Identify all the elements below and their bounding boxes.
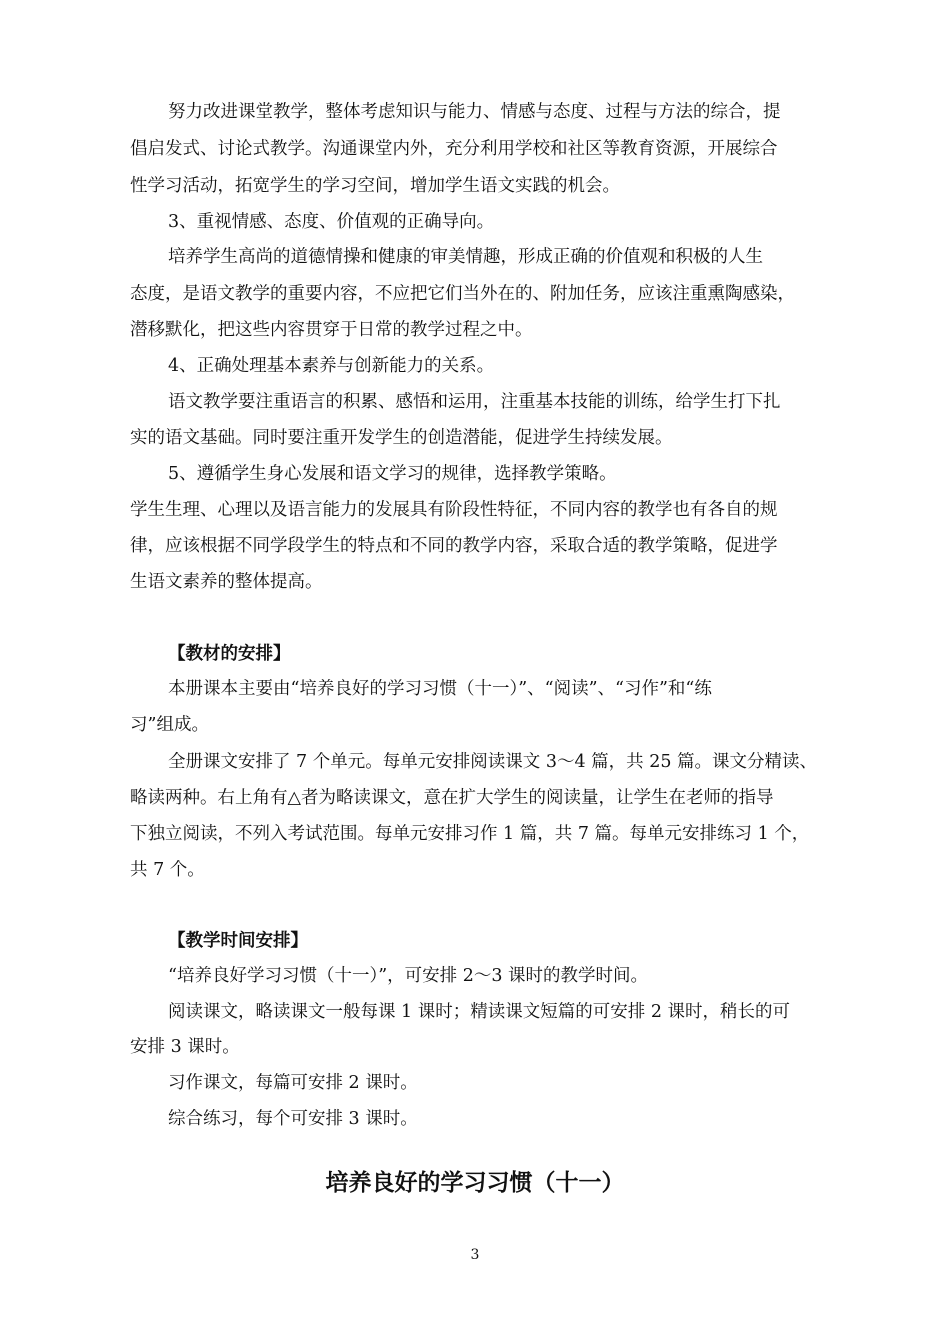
paragraph-line: 实的语文基础。同时要注重开发学生的创造潜能，促进学生持续发展。 [130, 428, 673, 448]
paragraph-line: 综合练习，每个可安排 3 课时。 [168, 1109, 418, 1129]
page-number: 3 [470, 1247, 480, 1263]
paragraph-line: 性学习活动，拓宽学生的学习空间，增加学生语文实践的机会。 [130, 176, 620, 196]
paragraph-line: 语文教学要注重语言的积累、感悟和运用，注重基本技能的训练，给学生打下扎 [168, 392, 781, 412]
section-title: 培养良好的学习习惯（十一） [325, 1170, 625, 1196]
paragraph-line: 略读两种。右上角有△者为略读课文，意在扩大学生的阅读量，让学生在老师的指导 [130, 788, 774, 808]
section-heading-textbook: 【教材的安排】 [168, 644, 291, 664]
paragraph-line: 培养学生高尚的道德情操和健康的审美情趣，形成正确的价值观和积极的人生 [168, 247, 763, 267]
section-heading-schedule: 【教学时间安排】 [168, 931, 308, 951]
paragraph-line: 共 7 个。 [130, 860, 205, 880]
paragraph-line: 本册课本主要由“培养良好的学习习惯（十一）”、“阅读”、“习作”和“练 [168, 679, 712, 699]
paragraph-line: 下独立阅读，不列入考试范围。每单元安排习作 1 篇，共 7 篇。每单元安排练习 1 个， [130, 824, 810, 844]
paragraph-line: 习作课文，每篇可安排 2 课时。 [168, 1073, 418, 1093]
paragraph-line: 努力改进课堂教学，整体考虑知识与能力、情感与态度、过程与方法的综合，提 [168, 102, 781, 122]
paragraph-line: “培养良好学习习惯（十一）”，可安排 2～3 课时的教学时间。 [168, 966, 649, 986]
list-item-5: 5、遵循学生身心发展和语文学习的规律，选择教学策略。 [168, 464, 617, 484]
paragraph-line: 倡启发式、讨论式教学。沟通课堂内外，充分利用学校和社区等教育资源，开展综合 [130, 139, 778, 159]
paragraph-line: 律，应该根据不同学段学生的特点和不同的教学内容，采取合适的教学策略，促进学 [130, 536, 778, 556]
paragraph-line: 阅读课文，略读课文一般每课 1 课时；精读课文短篇的可安排 2 课时，稍长的可 [168, 1002, 791, 1022]
paragraph-line: 安排 3 课时。 [130, 1037, 240, 1057]
paragraph-line: 态度，是语文教学的重要内容，不应把它们当外在的、附加任务，应该注重熏陶感染， [130, 284, 795, 304]
list-item-4: 4、正确处理基本素养与创新能力的关系。 [168, 356, 495, 376]
paragraph-line: 生语文素养的整体提高。 [130, 572, 323, 592]
paragraph-line: 全册课文安排了 7 个单元。每单元安排阅读课文 3～4 篇，共 25 篇。课文分精读、 [168, 752, 818, 772]
list-item-3: 3、重视情感、态度、价值观的正确导向。 [168, 212, 495, 232]
paragraph-line: 学生生理、心理以及语言能力的发展具有阶段性特征，不同内容的教学也有各自的规 [130, 500, 778, 520]
paragraph-line: 习”组成。 [130, 715, 209, 735]
paragraph-line: 潜移默化，把这些内容贯穿于日常的教学过程之中。 [130, 320, 533, 340]
